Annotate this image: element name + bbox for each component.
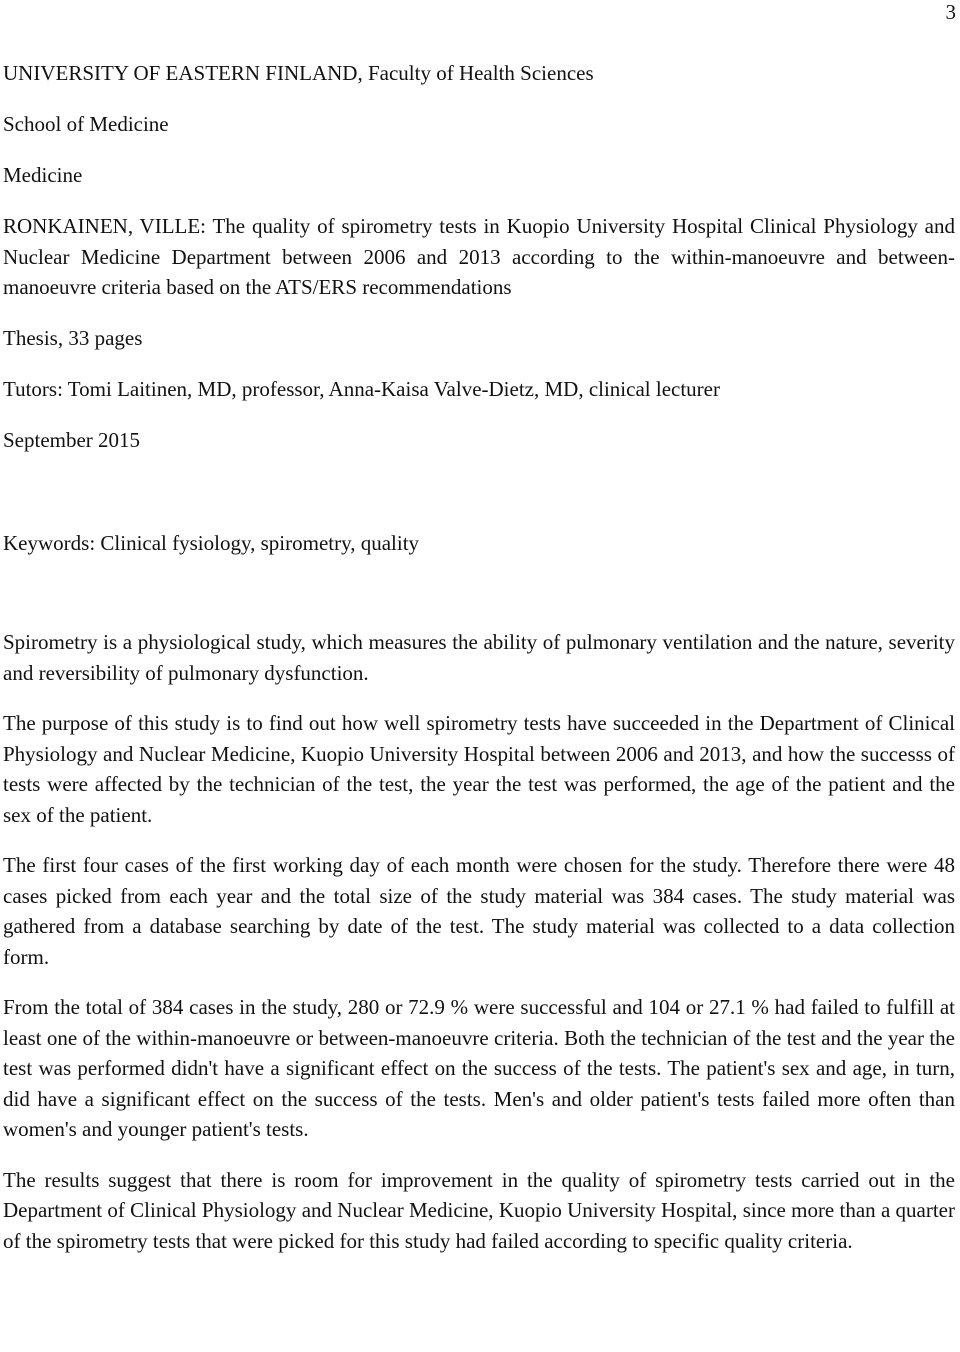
program-line: Medicine [3, 163, 83, 187]
thesis-tutors: Tutors: Tomi Laitinen, MD, professor, Anna-Kaisa Valve-Dietz, MD, clinical lecturer [3, 377, 720, 401]
university-line: UNIVERSITY OF EASTERN FINLAND, Faculty of Health Sciences [3, 61, 594, 85]
abstract-paragraph: The first four cases of the first working day of each month were chosen for the study. Therefore there were 48 cases picked from each year and the total size of the study material was 384 cases. The study material was gathered from a database searching by date of the test. The study material was collected to a data collection form. [3, 853, 955, 969]
thesis-pages: Thesis, 33 pages [3, 326, 143, 350]
school-line: School of Medicine [3, 112, 169, 136]
thesis-title: RONKAINEN, VILLE: The quality of spirometry tests in Kuopio University Hospital Clinical Physiology and Nuclear Medicine Department between 2006 and 2013 according to the within-manoeuvre and between-manoeuvre criteria based on the ATS/ERS recommendations [3, 214, 955, 299]
document-body [3, 58, 955, 1256]
page-number: 3 [945, 0, 956, 24]
abstract-paragraph: From the total of 384 cases in the study, 280 or 72.9 % were successful and 104 or 27.1 % had failed to fulfill at least one of the within-manoeuvre or between-manoeuvre criteria. Both the technician of the test and the year the test was performed didn't have a significant effect on the success of the tests. The patient's sex and age, in turn, did have a significant effect on the success of the tests. Men's and older patient's tests failed more often than women's and younger patient's tests. [3, 995, 955, 1141]
thesis-date: September 2015 [3, 428, 141, 452]
keywords: Keywords: Clinical fysiology, spirometry, quality [3, 530, 420, 555]
abstract-paragraph: Spirometry is a physiological study, which measures the ability of pulmonary ventilation and the nature, severity and reversibility of pulmonary dysfunction. [3, 630, 955, 685]
abstract-paragraph: The purpose of this study is to find out how well spirometry tests have succeeded in the Department of Clinical Physiology and Nuclear Medicine, Kuopio University Hospital between 2006 and 2013, and how the successs of tests were affected by the technician of the test, the year the test was performed, the age of the patient and the sex of the patient. [3, 711, 955, 827]
abstract-paragraph: The results suggest that there is room for improvement in the quality of spirometry tests carried out in the Department of Clinical Physiology and Nuclear Medicine, Kuopio University Hospital, since more than a quarter of the spirometry tests that were picked for this study had failed according to specific quality criteria. [3, 1167, 955, 1253]
